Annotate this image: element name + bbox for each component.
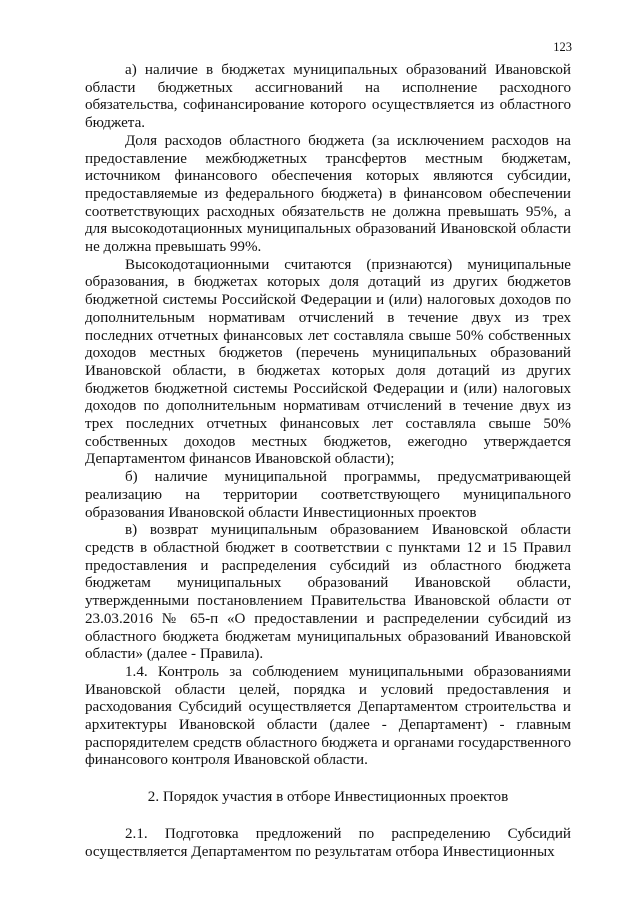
paragraph-2-1-preparation: 2.1. Подготовка предложений по распределению Субсидий осуществляется Департаментом по результатам отбора Инвестиционных <box>85 825 571 860</box>
paragraph-high-subsidy-definition: Высокодотационными считаются (признаются) муниципальные образования, в бюджетах которых доля дотаций из других бюджетов бюджетной системы Российской Федерации и (или) налоговых доходов по дополнительным нормативам отчислений в течение двух из трех последних отчетных финансовых лет составляла свыше 50% собственных доходов местных бюджетов (перечень муниципальных образований Ивановской области, в бюджетах которых доля дотаций из других бюджетов бюджетной системы Российской Федерации и (или) налоговых доходов по дополнительным нормативам отчислений в течение двух из трех последних отчетных финансовых лет составляла свыше 50% собственных доходов местных бюджетов, ежегодно утверждается Департаментом финансов Ивановской области); <box>85 256 571 468</box>
paragraph-c-refund: в) возврат муниципальным образованием Ивановской области средств в областной бюджет в соответствии с пунктами 12 и 15 Правил предоставления и распределения субсидий из областного бюджета бюджетам муниципальных образований Ивановской области, утвержденными постановлением Правительства Ивановской области от 23.03.2016 № 65-п «О предоставлении и распределении субсидий из областного бюджета бюджетам муниципальных образований Ивановской области» (далее - Правила). <box>85 522 571 663</box>
paragraph-expense-share: Доля расходов областного бюджета (за исключением расходов на предоставление межбюджетных трансфертов местным бюджетам, источником финансового обеспечения которых являются субсидии, предоставляемые из федерального бюджета) в финансовом обеспечении соответствующих расходных обязательств не должна превышать 95%, а для высокодотационных муниципальных образований Ивановской области не должна превышать 99%. <box>85 132 571 256</box>
page-number: 123 <box>553 40 572 54</box>
document-body <box>85 62 571 861</box>
paragraph-a-budget-allocations: а) наличие в бюджетах муниципальных образований Ивановской области бюджетных ассигнований на исполнение расходного обязательства, софинансирование которого осуществляется из областного бюджета. <box>85 62 571 132</box>
paragraph-1-4-control: 1.4. Контроль за соблюдением муниципальными образованиями Ивановской области целей, порядка и условий предоставления и расходования Субсидий осуществляется Департаментом строительства и архитектуры Ивановской области (далее - Департамент) - главным распорядителем средств областного бюджета и органами государственного финансового контроля Ивановской области. <box>85 663 571 769</box>
paragraph-b-municipal-program: б) наличие муниципальной программы, предусматривающей реализацию на территории соответствующего муниципального образования Ивановской области Инвестиционных проектов <box>85 469 571 521</box>
section-heading: 2. Порядок участия в отборе Инвестиционных проектов <box>147 789 509 806</box>
